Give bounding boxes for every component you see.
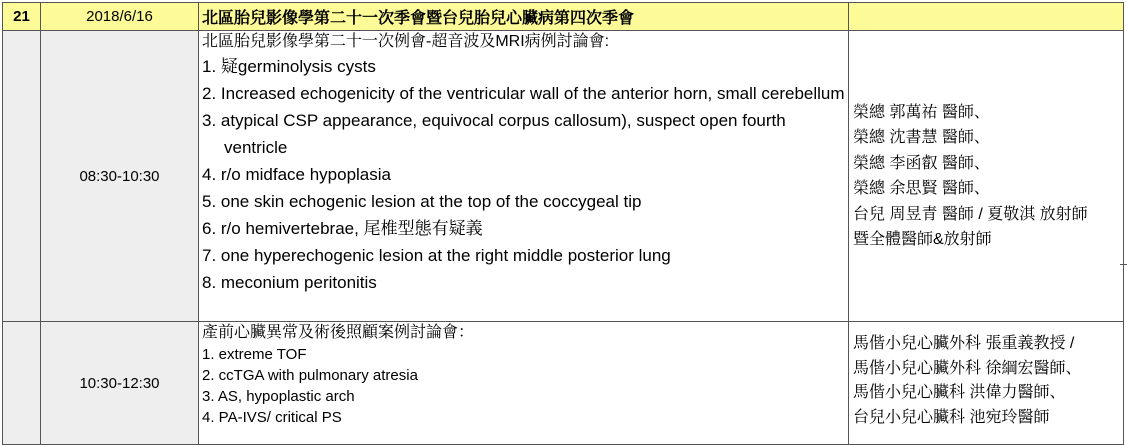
speaker-cell	[849, 31, 1124, 322]
list-item: 4. PA-IVS/ critical PS	[202, 409, 342, 426]
table-row	[3, 31, 1124, 322]
blank-side-cell	[3, 31, 41, 322]
list-item: 1. extreme TOF	[202, 346, 307, 363]
speaker-line: 暨全體醫師&放射師	[853, 231, 992, 248]
table-row	[3, 322, 1124, 445]
list-item: 3. AS, hypoplastic arch	[202, 388, 355, 405]
speaker-line: 榮總 沈書慧 醫師、	[853, 129, 990, 146]
time-slot: 10:30-12:30	[41, 322, 199, 445]
speaker-line: 台兒 周昱青 醫師 / 夏敬淇 放射師	[853, 205, 1088, 223]
blank-side-cell	[3, 322, 41, 445]
case-list	[199, 53, 848, 296]
speaker-cell	[849, 322, 1124, 445]
list-item: 4. r/o midface hypoplasia	[202, 165, 391, 184]
speaker-line: 馬偕小兒心臟外科 徐綱宏醫師、	[853, 359, 1082, 377]
speaker-line: 榮總 李函叡 醫師、	[853, 154, 990, 172]
section-title: 產前心臟異常及術後照顧案例討論會：	[202, 324, 475, 341]
speaker-line: 馬偕小兒心臟外科 張重義教授 /	[853, 335, 1075, 352]
speaker-line: 馬偕小兒心臟科 洪偉力醫師、	[853, 384, 1066, 401]
edge-tick-divider	[1120, 264, 1127, 265]
case-list	[199, 344, 848, 428]
time-slot: 08:30-10:30	[41, 31, 199, 322]
session-number: 21	[3, 3, 41, 31]
list-item: 7. one hyperechogenic lesion at the right middle posterior lung	[202, 246, 671, 265]
session-date: 2018/6/16	[41, 3, 199, 31]
list-item: 2. ccTGA with pulmonary atresia	[202, 367, 418, 384]
list-item: 3. atypical CSP appearance, equivocal corpus callosum), suspect open fourth ventricle	[202, 111, 786, 157]
list-item: 5. one skin echogenic lesion at the top of the coccygeal tip	[202, 192, 642, 211]
list-item: 1. 疑germinolysis cysts	[202, 57, 376, 76]
speaker-line: 榮總 余思賢 醫師、	[853, 180, 990, 197]
topic-cell	[199, 31, 849, 322]
list-item: 8. meconium peritonitis	[202, 273, 377, 292]
topic-cell	[199, 322, 849, 445]
header-row	[3, 3, 1124, 31]
header-blank-cell	[849, 3, 1124, 31]
list-item: 2. Increased echogenicity of the ventricular wall of the anterior horn, small cerebellum	[202, 84, 845, 103]
meeting-title: 北區胎兒影像學第二十一次季會暨台兒胎兒心臟病第四次季會	[199, 3, 849, 31]
speaker-line: 台兒小兒心臟科 池宛玲醫師	[853, 408, 1050, 426]
schedule-table	[2, 2, 1124, 445]
speaker-line: 榮總 郭萬祐 醫師、	[853, 103, 990, 121]
section-title: 北區胎兒影像學第二十一次例會-超音波及MRI病例討論會:	[202, 33, 610, 50]
list-item: 6. r/o hemivertebrae, 尾椎型態有疑義	[202, 219, 483, 238]
